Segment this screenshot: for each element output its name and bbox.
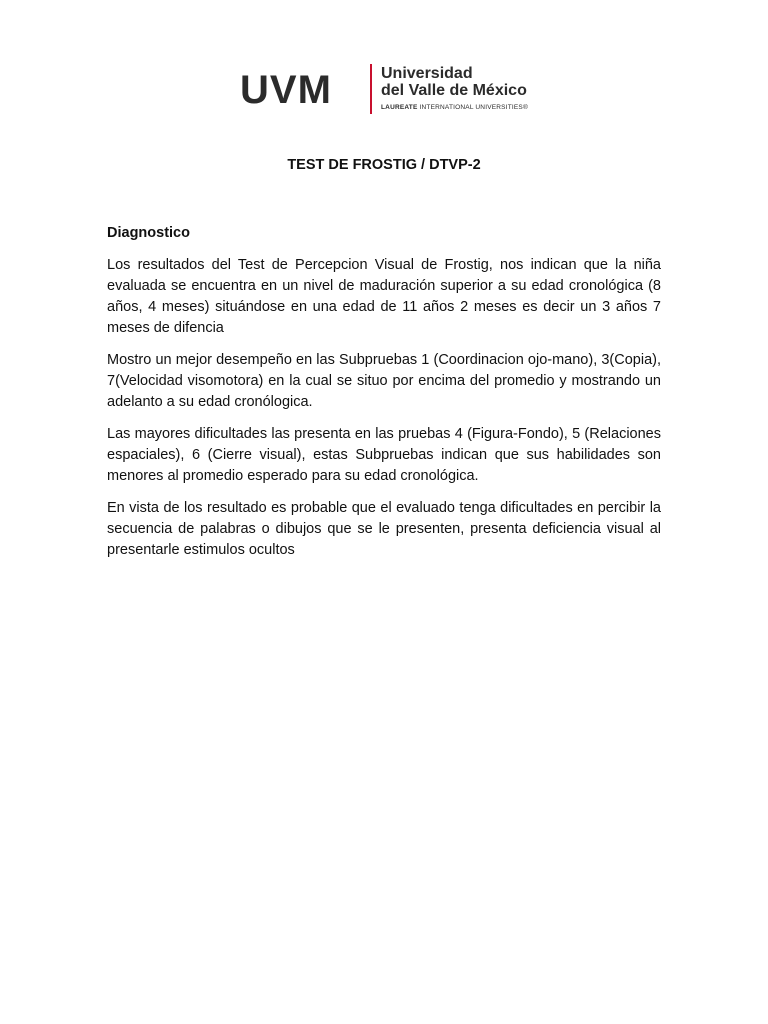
logo-divider bbox=[370, 64, 372, 114]
logo-tag-rest: INTERNATIONAL UNIVERSITIES® bbox=[417, 104, 528, 111]
logo-name-line2: del Valle de México bbox=[381, 82, 527, 99]
section-heading: Diagnostico bbox=[107, 225, 190, 241]
logo-name-line1: Universidad bbox=[381, 65, 473, 82]
paragraph-strengths: Mostro un mejor desempeño en las Subpruebas 1 (Coordinacion ojo-mano), 3(Copia), 7(Velocidad visomotora) en la cual se situo por encima del promedio y mostrando un adelanto a su edad cronólogica. bbox=[107, 352, 661, 410]
paragraph-results: Los resultados del Test de Percepcion Visual de Frostig, nos indican que la niña evaluada se encuentra en un nivel de maduración superior a su edad cronológica (8 años, 4 meses) situándose en una edad de 11 años 2 meses es decir un 3 años 7 meses de difencia bbox=[107, 257, 661, 336]
logo-mark: UVM bbox=[240, 68, 332, 112]
university-logo bbox=[240, 62, 540, 122]
paragraph-difficulties: Las mayores dificultades las presenta en las pruebas 4 (Figura-Fondo), 5 (Relaciones espaciales), 6 (Cierre visual), estas Subpruebas indican que sus habilidades son menores al promedio esperado para su edad cronológica. bbox=[107, 426, 661, 484]
document-body bbox=[107, 223, 661, 572]
logo-university-name bbox=[381, 65, 527, 99]
logo-tagline bbox=[381, 104, 528, 111]
paragraph-conclusion: En vista de los resultado es probable que el evaluado tenga dificultades en percibir la secuencia de palabras o dibujos que se le presenten, presenta deficiencia visual al presentarle estimulos ocultos bbox=[107, 500, 661, 558]
document-title: TEST DE FROSTIG / DTVP-2 bbox=[287, 157, 481, 173]
logo-tag-bold: LAUREATE bbox=[381, 104, 418, 111]
